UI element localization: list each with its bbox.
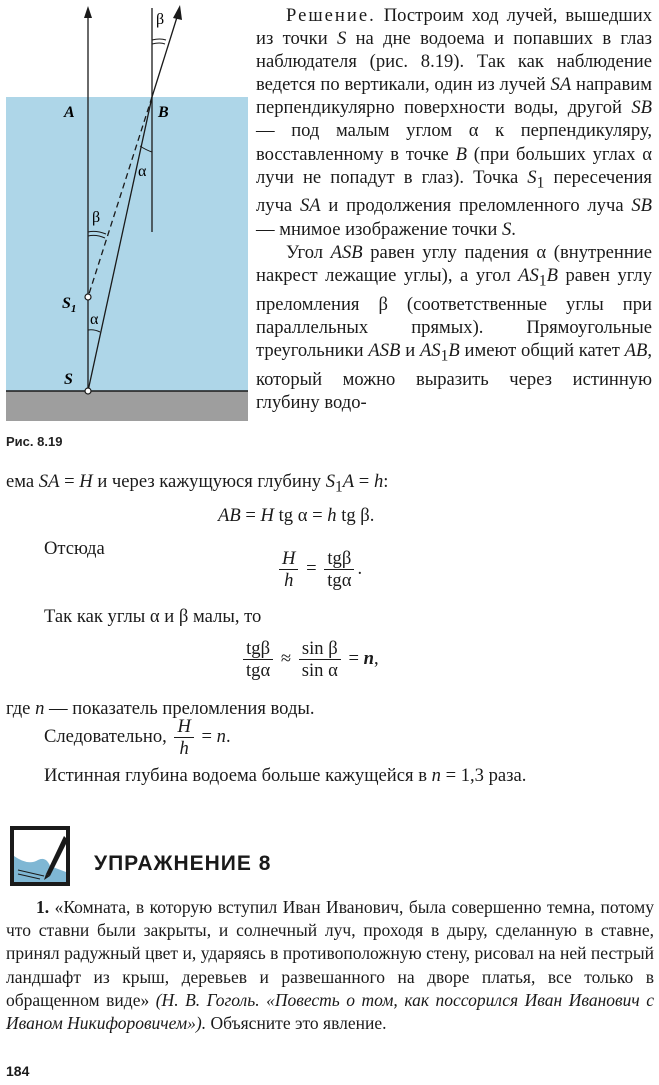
figure-8-19 [0,0,248,440]
formula-ratio: $\frac{H}{h}$ = $\frac{\text{tgβ}}{\text{tgα}}$ . [276,548,362,592]
refracted-ray-arrow [173,5,182,20]
figure-caption: Рис. 8.19 [6,434,63,449]
point-s1 [85,294,91,300]
formula-approx: $\frac{\text{tgβ}}{\text{tgα}}$ ≈ $\frac{\text{sin β}}{\text{sin α}}$ = n, [240,638,379,682]
text-small-angles: Так как углы α и β малы, то [44,606,262,627]
label-alpha-s: α [90,311,99,328]
formula-ab: AB = H tg α = h tg β. [218,505,375,526]
label-alpha-b: α [138,163,147,180]
label-beta-s1: β [92,209,101,226]
ray-sa-arrow [84,6,92,18]
label-s: S [64,371,73,388]
label-s1: $S_1$ [62,295,77,315]
label-beta-top: β [156,11,165,28]
exercise-pen-icon [10,826,70,891]
page-number: 184 [6,1063,30,1079]
exercise-item-1: 1. «Комната, в которую вступил Иван Иванович, была совершенно темна, потому что ставни были закрыты, и солнечный луч, проходя в дыру, сделанную в ставне, принял радужный цвет и, ударяясь в противоположную стену, рисовал на ней пестрый ландшафт из крыш, деревьев и развешанного на дворе платья, все только в обращенном виде» (Н. В. Гоголь. «Повесть о том, как поссорился Иван Иванович с Иваном Никифоровичем»). Объясните это явление. [6,897,654,1034]
text-conclusion: Истинная глубина водоема больше кажущейся в n = 1,3 раза. [44,765,527,786]
formula-conclusion: Следовательно, $\frac{H}{h}$ = n. [44,716,231,760]
solution-paragraph-1: Решение. Построим ход лучей, вышедших из точки S на дне водоема и попавших в глаз наблюдателя (рис. 8.19). Так как наблюдение ведется по вертикали, один из лучей SA направим перпендикулярно поверхности воды, другой SB — под малым углом α к перпендикуляру, восставленному в точке B (при больших углах α лучи не попадут в глаз). Точка $S_1$ пересечения луча SA и продолжения преломленного луча SB — мнимое изображение точки S. [256,5,652,240]
text-otsyuda: Отсюда [44,538,105,559]
exercise-title: УПРАЖНЕНИЕ 8 [94,852,272,875]
ground-region [6,391,248,421]
angle-beta-top [152,39,166,40]
label-b: B [158,104,169,121]
exercise-text [6,896,654,1035]
point-s [85,388,91,394]
solution-heading: Решение. [286,5,376,26]
exercise-number: 1. [36,897,50,917]
water-region [6,97,248,393]
solution-text [256,4,652,414]
solution-paragraph-2: Угол ASB равен углу падения α (внутренние накрест лежащие углы), а угол $AS_1B$ равен углу преломления β (соответственные углы при параллельных прямых). Прямоугольные треугольники ASB и $AS_1B$ имеют общий катет AB, который можно выразить через истинную глубину водо- [256,241,653,413]
text-where-n: где n — показатель преломления воды. [6,698,315,719]
refraction-diagram [0,0,248,430]
continued-line: ема SA = H и через кажущуюся глубину $S_1A = h$: [6,471,389,496]
continued-text [6,470,652,499]
label-a: A [64,104,75,121]
